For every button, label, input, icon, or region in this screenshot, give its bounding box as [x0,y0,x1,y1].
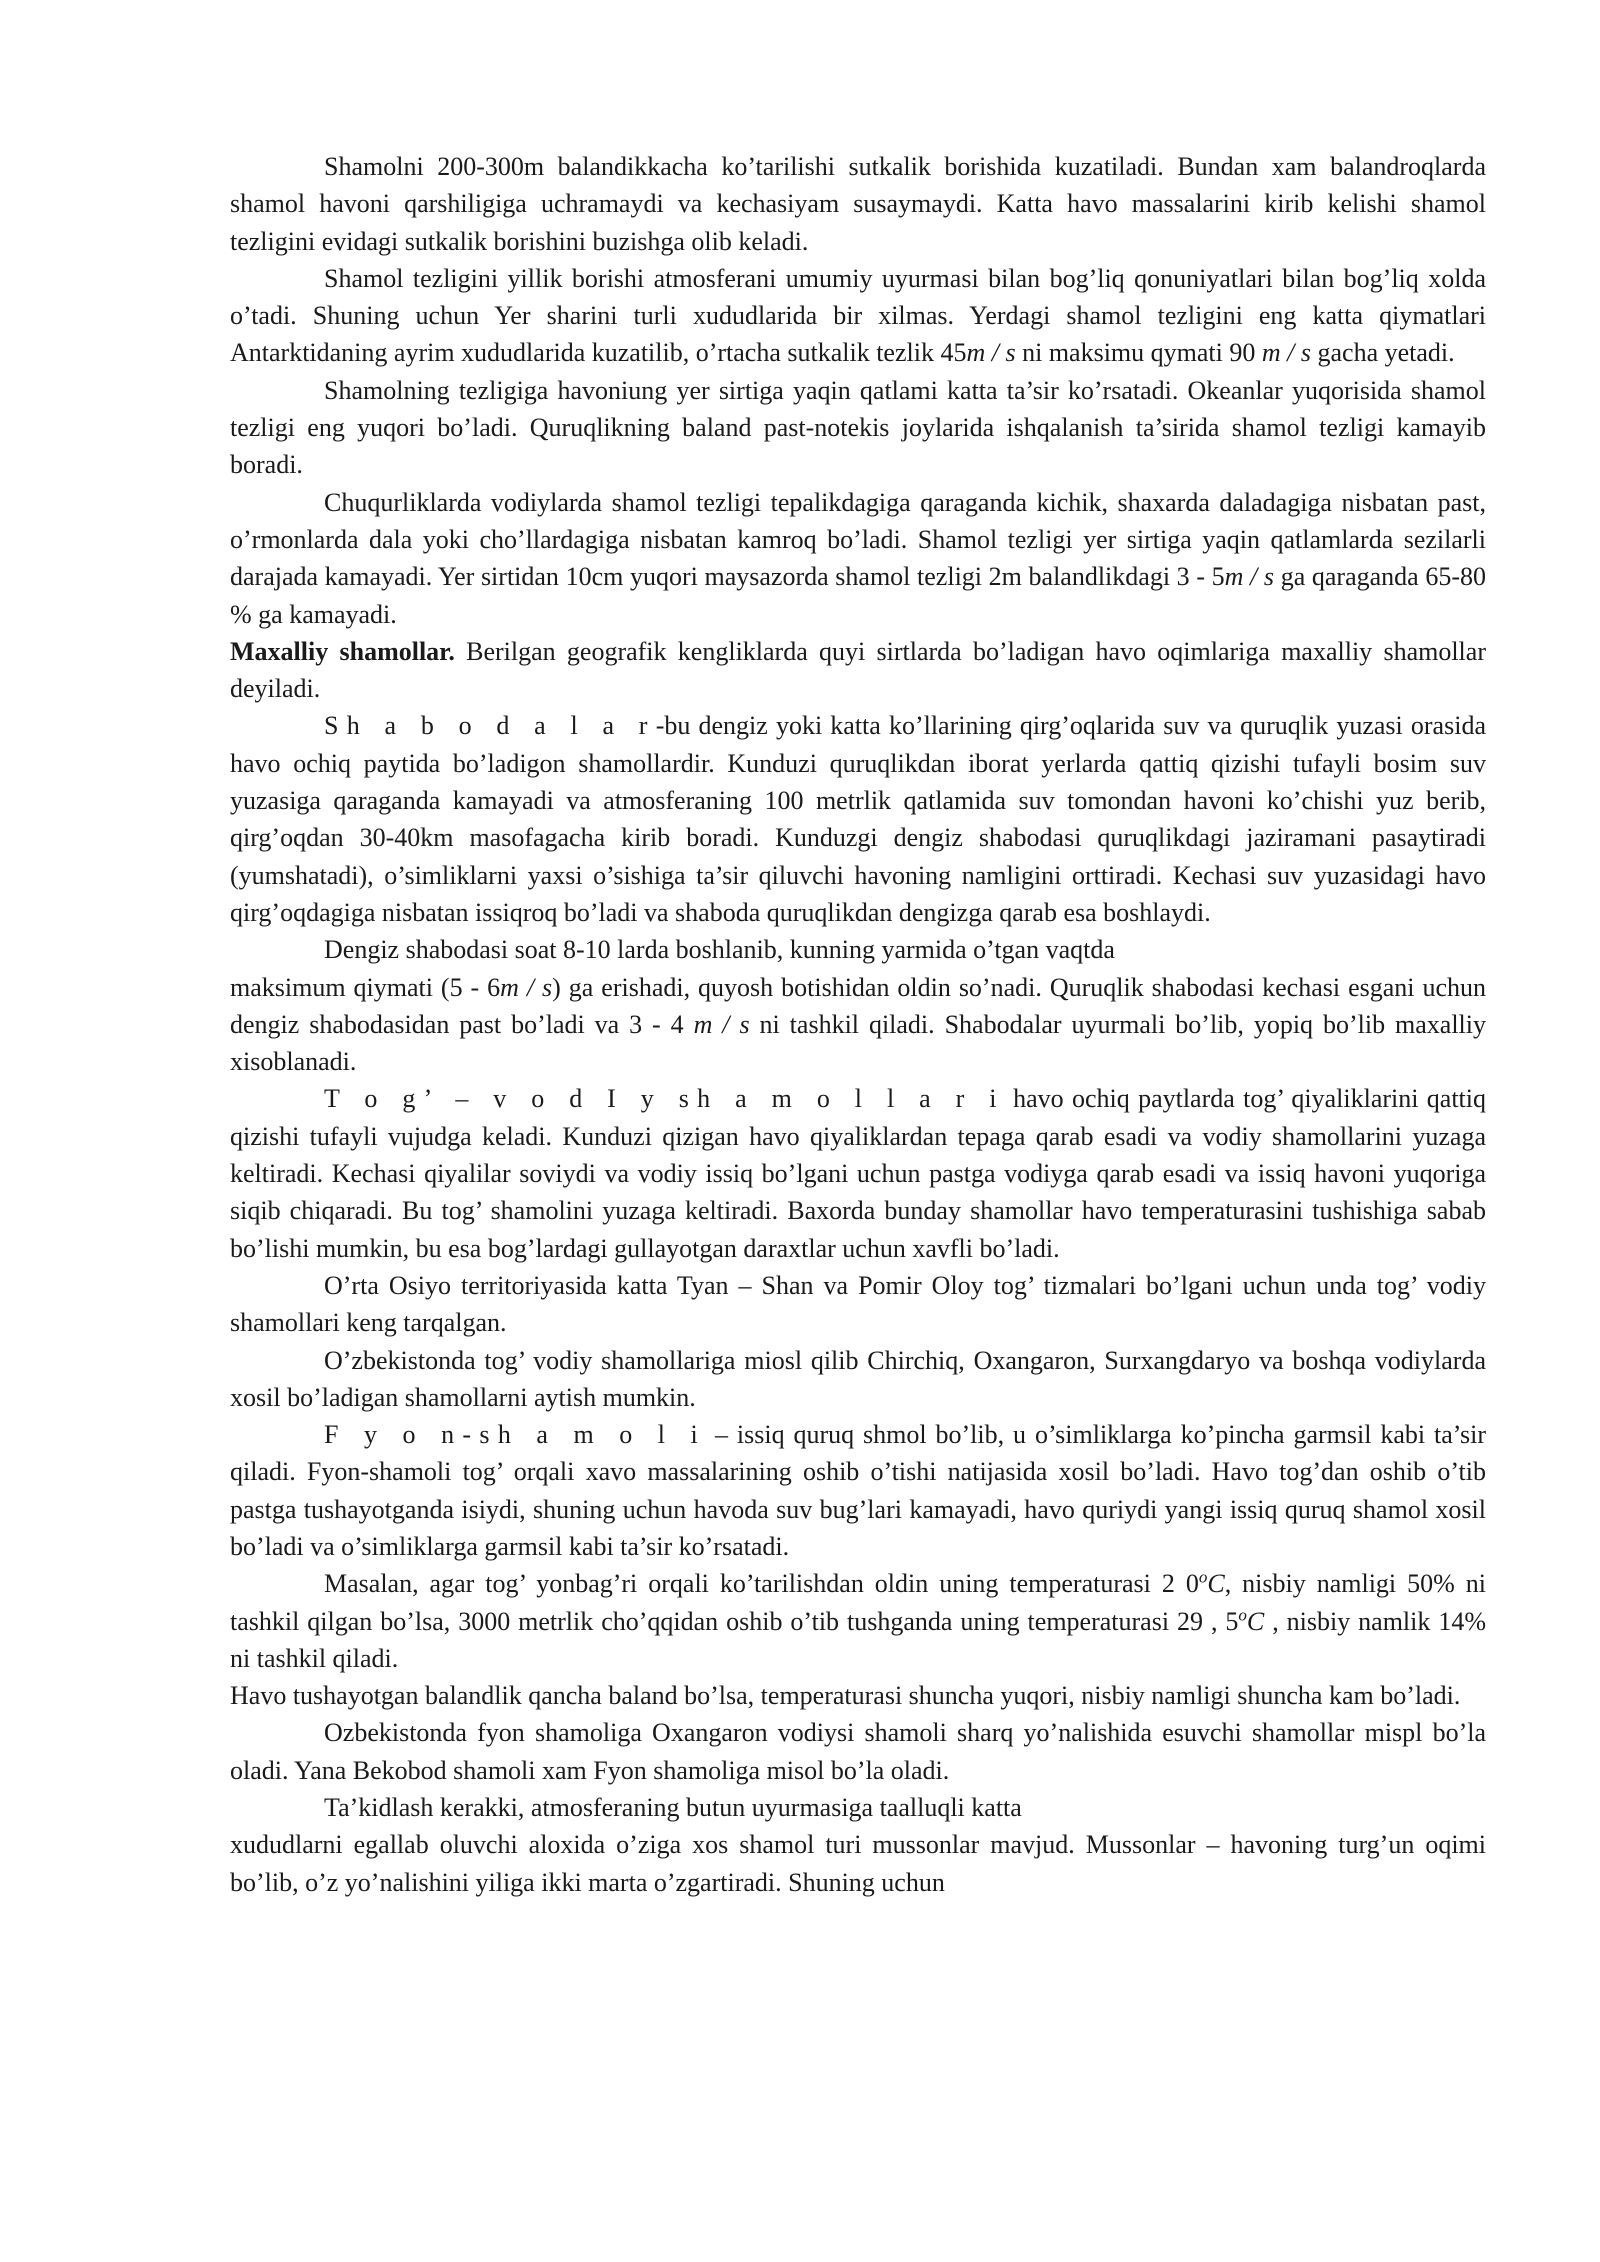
paragraph-monsoon-line1: Ta’kidlash kerakki, atmosferaning butun uyurmasiga taalluqli katta [324,1793,1022,1823]
paragraph-mountain-valley [230,1080,1486,1266]
degree-mark: o [1238,1604,1247,1624]
text-run: Chuqurliklarda vodiylarda shamol tezligi tepalikdagiga qaraganda kichik, shaxarda daladagiga nisbatan past, o’rmonlarda dala yoki cho’llardagiga nisbatan kamroq bo’ladi. Shamol tezligi yer sirtiga yaqin qatlamlarda sezilarli darajada kamayadi. Yer sirtidan 10cm yuqori maysazorda shamol tezligi 2m balandlikdagi 3 - 5 [230,487,1486,592]
paragraph-central-asia: O’rta Osiyo territoriyasida katta Tyan – Shan va Pomir Oloy tog’ tizmalari bo’lgani uchun unda tog’ vodiy shamollari keng tarqalgan. [230,1270,1486,1338]
degree-mark: o [1198,1567,1208,1587]
text-run: Shamol tezligini yillik borishi atmosferani umumiy uyurmasi bilan bog’liq qonuniyatlari bilan bog’liq xolda o’tadi. Shuning uchun Yer sharini turli xududlarida bir xilmas. Yerdagi shamol tezligini eng katta qiymatlari Antarktidaning ayrim xududlarida kuzatilib, o’rtacha sutkalik tezlik 45 [230,263,1486,368]
paragraph-4 [230,484,1486,633]
temperature-value: 2 0 [1161,1569,1199,1599]
paragraph-altitude: Havo tushayotgan balandlik qancha baland bo’lsa, temperaturasi shuncha yuqori, nisbiy namligi shuncha kam bo’ladi. [230,1681,1461,1711]
unit-ms: m / s [1261,338,1311,368]
formula-paren: ) [552,972,561,1002]
unit-ms: m / s [500,972,553,1002]
spaced-term: F y o n-sh a m o l i [324,1420,707,1450]
paragraph-2 [230,260,1486,372]
paragraph-1: Shamolni 200-300m balandikkacha ko’tarilishi sutkalik borishida kuzatiladi. Bundan xam balandroqlarda shamol havoni qarshiligiga uchramaydi va kechasiyam susaymaydi. Katta havo massalarini kirib kelishi shamol tezligini evidagi sutkalik borishini buzishga olib keladi. [230,152,1486,256]
paragraph-3: Shamolning tezligiga havoniung yer sirtiga yaqin qatlami katta ta’sir ko’rsatadi. Okeanlar yuqorisida shamol tezligi eng yuqori bo’ladi. Quruqlikning baland past-notekis joylarida ishqalanish ta’sirida shamol tezligi kamayib boradi. [230,375,1486,480]
unit-ms: m / s [966,338,1016,368]
unit-celsius: C [1246,1606,1265,1636]
document-page [230,148,1486,1901]
text-run: Berilgan geografik kengliklarda quyi sirtlarda bo’ladigan havo oqimlariga maxalliy shamollar deyiladi. [230,636,1486,704]
paragraph-bekobod: Ozbekistonda fyon shamoliga Oxangaron vodiysi shamoli sharq yo’nalishida esuvchi shamollar mispl bo’la oladi. Yana Bekobod shamoli xam Fyon shamoliga misol bo’la oladi. [230,1718,1486,1785]
text-run: gacha yetadi. [1310,338,1455,368]
text-run: ni maksimu qymati 90 [1015,338,1262,368]
paragraph-sea-breeze [230,969,1486,1081]
paragraph-breezes [230,707,1486,931]
unit-ms: m / s [693,1009,750,1039]
paragraph-example [230,1565,1486,1677]
paragraph-sea-breeze-line1: Dengiz shabodasi soat 8-10 larda boshlanib, kunning yarmida o’tgan vaqtda [324,935,1115,965]
text-run: , nisbiy namligi 50% ni tashkil qilgan bo’lsa, 3000 metrlik cho’qqidan oshib o’tib tushganda uning temperaturasi [230,1569,1486,1636]
text-run: Masalan, agar tog’ yonbag’ri orqali ko’tarilishdan oldin uning temperaturasi [324,1569,1162,1599]
text-run: , nisbiy namlik 14% ni tashkil qiladi. [230,1606,1486,1673]
text-run: ni tashkil qiladi. Shabodalar uyurmali bo’lib, yopiq bo’lib maxalliy xisoblanadi. [230,1009,1487,1077]
paragraph-heading-local-winds [230,633,1486,708]
spaced-term: Sh a b o d a l a r [324,711,656,741]
section-heading: Maxalliy shamollar. [230,636,455,666]
text-run: maksimum qiymati [230,972,441,1002]
text-run: -bu dengiz yoki katta ko’llarining qirg’oqlarida suv va quruqlik yuzasi orasida havo ochiq paytida bo’ladigon shamollardir. Kunduzi quruqlikdan iborat yerlarda qattiq qizishi tufayli bosim suv yuzasiga qaraganda kamayadi va atmosferaning 100 metrlik qatlamida suv tomondan havoni ko’chishi yuz berib, qirg’oqdan 30-40km masofagacha kirib boradi. Kunduzgi dengiz shabodasi quruqlikdagi jaziramani pasaytiradi (yumshatadi), o’simliklarni yaxsi o’sishiga ta’sir qiluvchi havoning namligini orttiradi. Kechasi suv yuzasidagi havo qirg’oqdagiga nisbatan issiqroq bo’ladi va shaboda quruqlikdan dengizga qarab esa boshlaydi. [230,711,1486,927]
paragraph-monsoon: xududlarni egallab oluvchi aloxida o’ziga xos shamol turi mussonlar mavjud. Mussonlar – havoning turg’un oqimi bo’lib, o’z yo’nalishini yiliga ikki marta o’zgartiradi. Shuning uchun [230,1830,1486,1897]
text-run: ga qaraganda 65-80 % ga kamayadi. [230,562,1486,629]
text-run: ga erishadi, quyosh botishidan oldin so’nadi. Quruqlik shabodasi kechasi esgani uchun dengiz shabodasidan past bo’ladi va 3 - 4 [230,972,1486,1039]
text-run: havo ochiq paytlarda tog’ qiyaliklarini qattiq qizishi tufayli vujudga keladi. Kunduzi qizigan havo qiyaliklardan tepaga qarab esadi va vodiy shamollarini yuzaga keltiradi. Kechasi qiyalilar soviydi va vodiy issiq bo’lgani uchun pastga vodiyga qarab esadi va issiq havoni yuqoriga siqib chiqaradi. Bu tog’ shamolini yuzaga keltiradi. Baxorda bunday shamollar havo temperaturasini tushishiga sabab bo’lishi mumkin, bu esa bog’lardagi gullayotgan daraxtlar uchun xavfli bo’ladi. [230,1084,1486,1263]
formula-paren: (5 - 6 [440,972,501,1002]
text-run: – issiq quruq shmol bo’lib, u o’simliklarga ko’pincha garmsil kabi ta’sir qiladi. Fyon-shamoli tog’ orqali xavo massalarining oshib o’tishi natijasida xosil bo’ladi. Havo tog’dan oshib o’tib pastga tushayotganda isiydi, shuning uchun havoda suv bug’lari kamayadi, havo quriydi yangi issiq quruq shamol xosil bo’ladi va o’simliklarga garmsil kabi ta’sir ko’rsatadi. [230,1420,1486,1561]
paragraph-uzbekistan: O’zbekistonda tog’ vodiy shamollariga miosl qilib Chirchiq, Oxangaron, Surxangdaryo va boshqa vodiylarda xosil bo’ladigan shamollarni aytish mumkin. [230,1345,1486,1412]
paragraph-foehn [230,1416,1486,1565]
unit-ms: m / s [1224,562,1275,592]
temperature-value: 29 , 5 [1177,1606,1239,1636]
unit-celsius: C [1207,1569,1225,1599]
spaced-term: T o g’ – v o d I y sh a m o l l a r i [324,1084,1005,1114]
